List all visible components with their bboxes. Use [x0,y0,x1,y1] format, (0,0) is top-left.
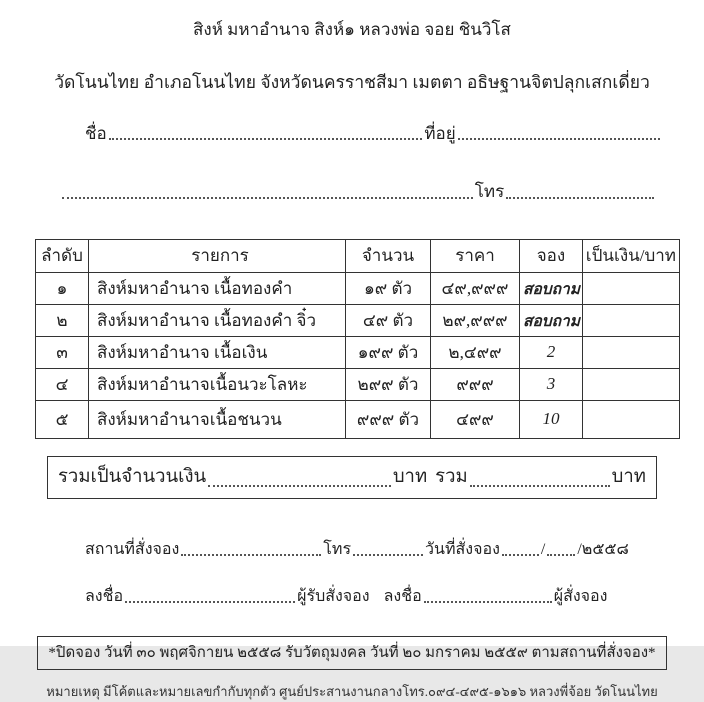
cell-amount [582,304,679,336]
col-header-qty: จำนวน [346,239,431,272]
cell-price: ๔๙,๙๙๙ [431,272,520,304]
cell-amount [582,336,679,368]
name-address-line [85,123,662,144]
col-header-no: ลำดับ [36,239,89,272]
baht-label-2: บาท [611,466,646,487]
order-tel-fill-line [353,552,423,556]
table-row [36,304,680,336]
order-place-line [85,540,642,560]
cell-no: ๓ [36,336,89,368]
receiver-label: ผู้รับสั่งจอง [297,587,370,605]
table-row [36,336,680,368]
cell-amount [582,368,679,400]
place-fill-line [181,552,321,556]
cell-no: ๕ [36,400,89,438]
tel-label: โทร [474,182,505,202]
cell-qty: ๑๙ ตัว [346,272,431,304]
total-fill-line [208,483,391,487]
table-row [36,400,680,438]
cell-reserve: สอบถาม [520,272,583,304]
cell-item: สิงห์มหาอำนาจเนื้อนวะโลหะ [89,368,346,400]
cell-qty: ๑๙๙ ตัว [346,336,431,368]
document-title: สิงห์ มหาอำนาจ สิงห์๑ หลวงพ่อ จอย ชินวิโส [193,20,511,39]
tel-line [60,181,656,202]
orderer-sign-fill [424,599,552,603]
document-subtitle: วัดโนนไทย อำเภอโนนไทย จังหวัดนครราชสีมา เมตตา อธิษฐานจิตปลุกเสกเดี่ยว [54,72,650,92]
address-fill-line-2 [62,195,473,199]
address-fill-line [458,136,660,140]
cell-no: ๑ [36,272,89,304]
footnote: หมายเหตุ มีโค้ตและหมายเลขกำกับทุกตัว ศูนย์ประสานงานกลางโทร.๐๙๔-๔๙๕-๑๖๑๖ หลวงพี่จ้อย วัดโนนไทย [46,683,658,699]
name-label: ชื่อ [85,124,107,143]
col-header-item: รายการ [89,239,346,272]
cell-qty: ๒๙๙ ตัว [346,368,431,400]
sign-label-1: ลงชื่อ [85,587,124,605]
total-amount-box [47,456,657,499]
cell-item: สิงห์มหาอำนาจเนื้อชนวน [89,400,346,438]
sum-fill-line [470,483,610,487]
cell-amount [582,400,679,438]
col-header-price: ราคา [431,239,520,272]
closing-dates-note: *ปิดจอง วันที่ ๓๐ พฤศจิกายน ๒๕๕๘ รับวัตถุมงคล วันที่ ๒๐ มกราคม ๒๕๕๙ ตามสถานที่สั่งจอง* [37,636,666,670]
orderer-label: ผู้สั่งจอง [553,587,608,605]
cell-price: ๔๙๙ [431,400,520,438]
cell-item: สิงห์มหาอำนาจ เนื้อทองคำ จิ๋ว [89,304,346,336]
cell-reserve: 2 [520,336,583,368]
sum-label: รวม [435,466,468,487]
col-header-amount: เป็นเงิน/บาท [582,239,679,272]
date-day-fill [502,552,539,556]
cell-qty: ๔๙ ตัว [346,304,431,336]
cell-no: ๔ [36,368,89,400]
order-tel-label: โทร [323,540,352,558]
baht-label-1: บาท [392,466,428,487]
table-row [36,368,680,400]
cell-no: ๒ [36,304,89,336]
table-row [36,272,680,304]
date-year-label: /๒๕๕๘ [577,540,629,558]
cell-price: ๒,๔๙๙ [431,336,520,368]
receiver-sign-fill [125,599,295,603]
cell-reserve: สอบถาม [520,304,583,336]
total-label: รวมเป็นจำนวนเงิน [58,466,207,487]
order-place-label: สถานที่สั่งจอง [85,540,180,558]
date-month-fill [547,552,575,556]
cell-price: ๒๙,๙๙๙ [431,304,520,336]
cell-reserve: 3 [520,368,583,400]
date-slash: / [540,540,546,558]
name-fill-line [109,136,423,140]
cell-qty: ๙๙๙ ตัว [346,400,431,438]
sign-label-2: ลงชื่อ [383,587,422,605]
order-date-label: วันที่สั่งจอง [425,540,500,558]
col-header-reserve: จอง [520,239,583,272]
signature-line [85,587,626,607]
cell-item: สิงห์มหาอำนาจ เนื้อทองคำ [89,272,346,304]
address-label: ที่อยู่ [424,124,456,143]
table-header-row [36,239,680,272]
cell-price: ๙๙๙ [431,368,520,400]
tel-fill-line [506,195,654,199]
order-table [35,239,680,439]
cell-item: สิงห์มหาอำนาจ เนื้อเงิน [89,336,346,368]
cell-amount [582,272,679,304]
cell-reserve: 10 [520,400,583,438]
